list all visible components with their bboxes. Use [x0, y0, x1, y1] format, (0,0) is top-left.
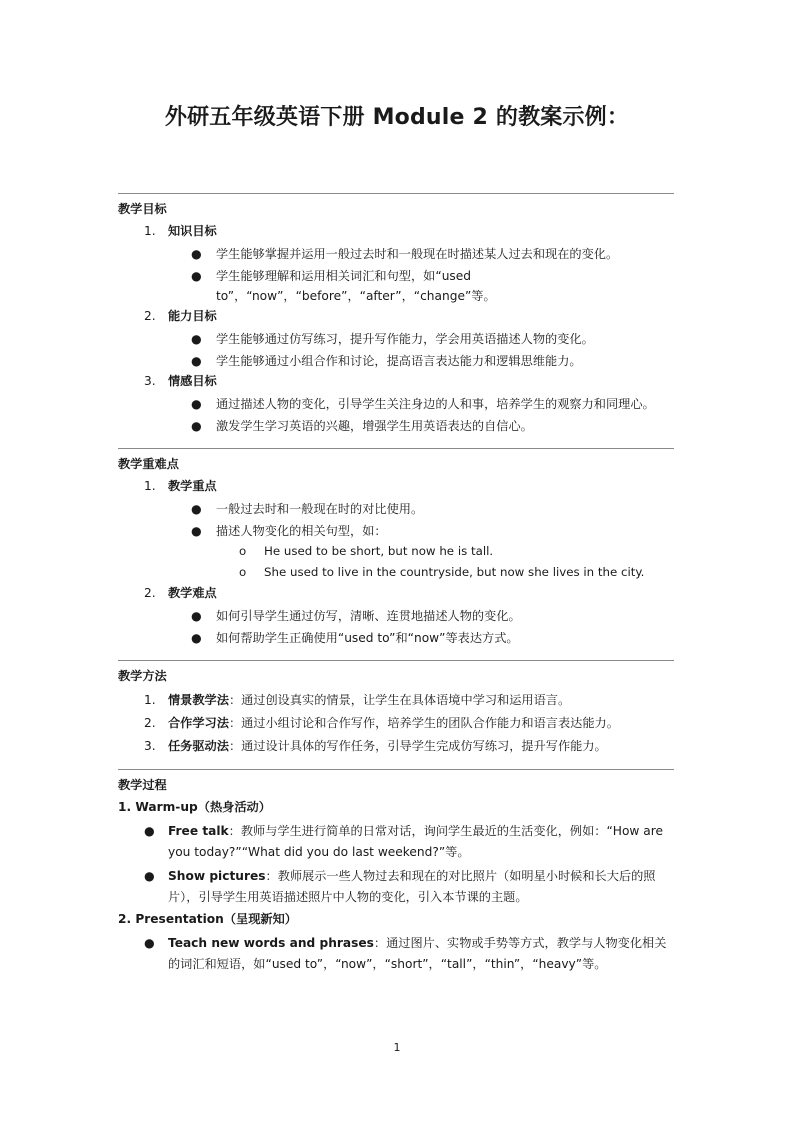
method-item — [118, 690, 674, 711]
numbered-item — [118, 373, 674, 389]
bullet-item — [118, 821, 674, 863]
method-label: 任务驱动法 — [168, 739, 229, 753]
activity-text: 教师与学生进行简单的日常对话，询问学生最近的生活变化，例如：“How are you today?”“What did you do last weekend?”等。 — [168, 824, 663, 859]
circle-bullet-icon: o — [239, 544, 247, 558]
stage-heading: 2. Presentation（呈现新知） — [118, 912, 297, 926]
bullet-text: 一般过去时和一般现在时的对比使用。 — [216, 502, 424, 516]
page-title: 外研五年级英语下册 Module 2 的教案示例： — [164, 105, 630, 130]
bullet-item — [118, 416, 674, 436]
document-body — [118, 193, 674, 978]
section-methods — [118, 660, 674, 757]
item-number: 2. — [144, 716, 156, 730]
activity-label: Free talk — [168, 824, 229, 838]
bullet-icon: ● — [144, 869, 155, 883]
item-label: 能力目标 — [168, 309, 217, 323]
numbered-item — [118, 223, 674, 239]
activity-text: 教师展示一些人物过去和现在的对比照片（如明星小时候和长大后的照片），引导学生用英语描述照片中人物的变化，引入本节课的主题。 — [168, 869, 656, 904]
method-text: 通过小组讨论和合作写作，培养学生的团队合作能力和语言表达能力。 — [241, 716, 619, 730]
bullet-icon: ● — [191, 631, 202, 645]
bullet-icon: ● — [191, 419, 202, 433]
bullet-text: 通过描述人物的变化，引导学生关注身边的人和事，培养学生的观察力和同理心。 — [216, 397, 655, 411]
bullet-item — [118, 329, 674, 349]
example-sentence — [118, 564, 674, 580]
bullet-icon: ● — [191, 354, 202, 368]
bullet-icon: ● — [191, 247, 202, 261]
method-item — [118, 736, 674, 757]
item-label: 教学重点 — [168, 479, 217, 493]
example-text: She used to live in the countryside, but now she lives in the city. — [264, 565, 645, 579]
numbered-item — [118, 585, 674, 601]
activity-label: Teach new words and phrases — [168, 936, 374, 950]
item-number: 3. — [144, 739, 156, 753]
item-number: 1. — [144, 224, 156, 238]
page-number: 1 — [393, 1041, 401, 1054]
bullet-item — [118, 499, 674, 519]
bullet-text: 学生能够通过仿写练习，提升写作能力，学会用英语描述人物的变化。 — [216, 332, 594, 346]
bullet-item — [118, 244, 674, 264]
label-separator: ： — [265, 869, 278, 883]
section-heading: 教学方法 — [118, 669, 167, 683]
label-separator: ： — [228, 739, 242, 753]
bullet-icon: ● — [191, 524, 202, 538]
numbered-item — [118, 308, 674, 324]
method-label: 合作学习法 — [168, 716, 229, 730]
bullet-icon: ● — [144, 936, 155, 950]
activity-label: Show pictures — [168, 869, 266, 883]
stage-heading: 1. Warm-up（热身活动） — [118, 800, 271, 814]
circle-bullet-icon: o — [239, 565, 247, 579]
bullet-icon: ● — [191, 502, 202, 516]
method-text: 通过创设真实的情景，让学生在具体语境中学习和运用语言。 — [241, 693, 571, 707]
item-label: 知识目标 — [168, 224, 217, 238]
bullet-item — [118, 351, 674, 371]
item-label: 教学难点 — [168, 586, 217, 600]
method-item — [118, 713, 674, 734]
example-text: He used to be short, but now he is tall. — [264, 544, 494, 558]
label-separator: ： — [228, 693, 242, 707]
label-separator: ： — [373, 936, 387, 950]
bullet-text: 描述人物变化的相关句型，如： — [216, 524, 387, 538]
bullet-icon: ● — [144, 824, 155, 838]
bullet-item — [118, 933, 674, 975]
bullet-item — [118, 394, 674, 414]
item-number: 2. — [144, 586, 156, 600]
bullet-item — [118, 628, 674, 648]
label-separator: ： — [228, 716, 242, 730]
item-label: 情感目标 — [168, 374, 217, 388]
section-key-points — [118, 448, 674, 648]
bullet-item — [118, 866, 674, 908]
item-number: 1. — [144, 479, 156, 493]
method-label: 情景教学法 — [168, 693, 229, 707]
bullet-text: 学生能够通过小组合作和讨论，提高语言表达能力和逻辑思维能力。 — [216, 354, 582, 368]
bullet-text: 激发学生学习英语的兴趣，增强学生用英语表达的自信心。 — [216, 419, 533, 433]
bullet-item — [118, 606, 674, 626]
example-sentence — [118, 543, 674, 559]
bullet-item — [118, 521, 674, 541]
section-heading: 教学目标 — [118, 202, 167, 216]
item-number: 2. — [144, 309, 156, 323]
bullet-icon: ● — [191, 397, 202, 411]
bullet-icon: ● — [191, 269, 202, 283]
bullet-text: 如何帮助学生正确使用“used to”和“now”等表达方式。 — [216, 631, 519, 645]
section-heading: 教学过程 — [118, 778, 167, 792]
section-objectives — [118, 193, 674, 436]
bullet-item — [118, 266, 674, 306]
item-number: 1. — [144, 693, 156, 707]
bullet-text: 学生能够理解和运用相关词汇和句型，如“used to”，“now”，“before”，“after”，“change”等。 — [216, 269, 496, 303]
section-process — [118, 769, 674, 975]
section-heading: 教学重难点 — [118, 457, 179, 471]
bullet-icon: ● — [191, 609, 202, 623]
item-number: 3. — [144, 374, 156, 388]
method-text: 通过设计具体的写作任务，引导学生完成仿写练习，提升写作能力。 — [241, 739, 607, 753]
numbered-item — [118, 478, 674, 494]
bullet-text: 如何引导学生通过仿写，清晰、连贯地描述人物的变化。 — [216, 609, 521, 623]
activity-text: 通过图片、实物或手势等方式，教学与人物变化相关的词汇和短语，如“used to”，“now”，“short”，“tall”，“thin”，“heavy”等。 — [168, 936, 667, 971]
label-separator: ： — [228, 824, 241, 838]
bullet-text: 学生能够掌握并运用一般过去时和一般现在时描述某人过去和现在的变化。 — [216, 247, 619, 261]
bullet-icon: ● — [191, 332, 202, 346]
